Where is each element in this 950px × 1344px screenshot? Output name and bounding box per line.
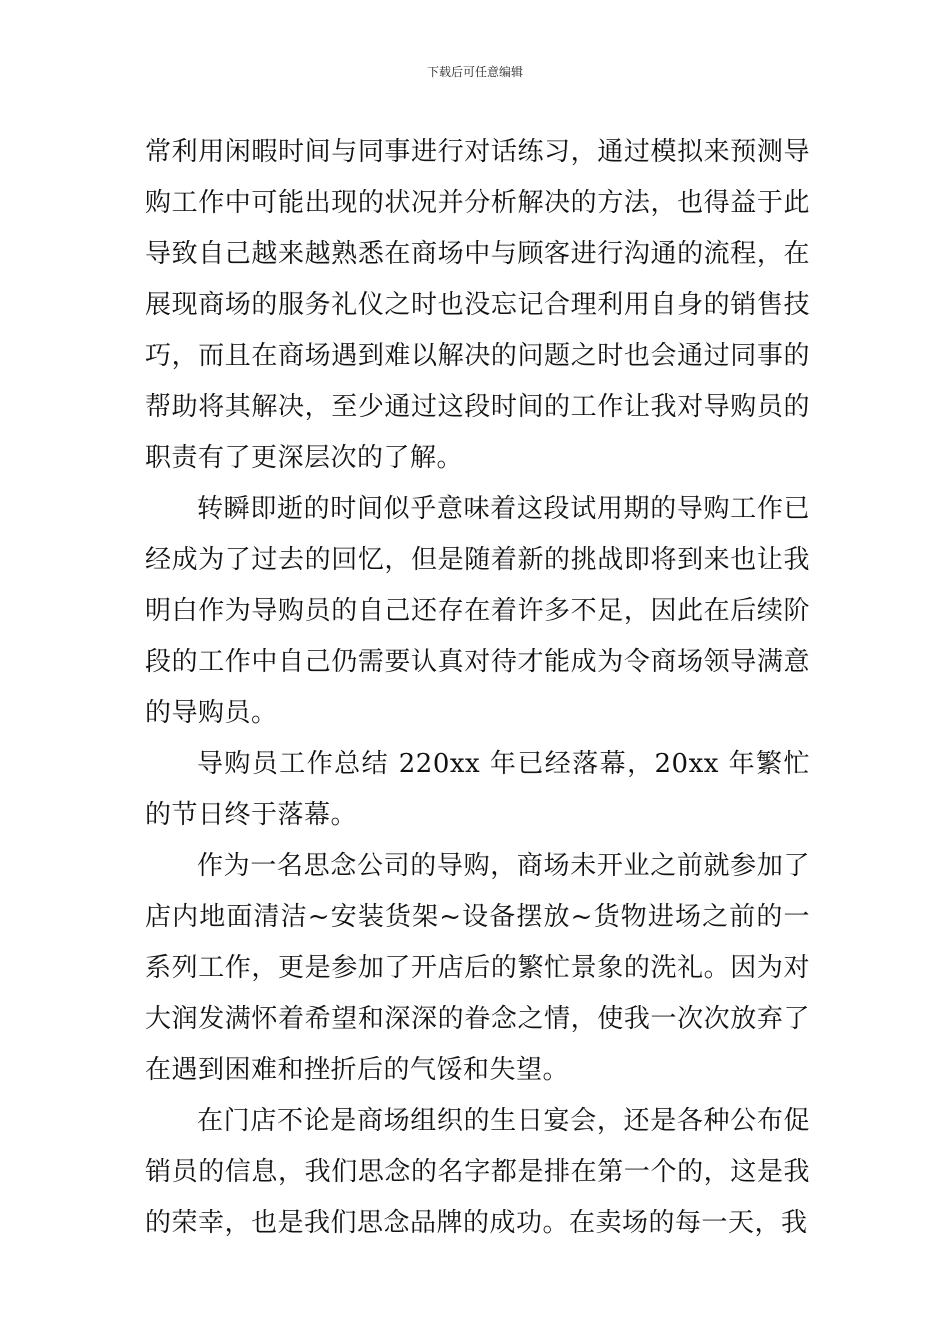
paragraph: 导购员工作总结 220xx 年已经落幕，20xx 年繁忙的节日终于落幕。 [145, 749, 810, 830]
page-header: 下载后可任意编辑 [426, 65, 523, 79]
paragraph-continuation: 常利用闲暇时间与同事进行对话练习，通过模拟来预测导购工作中可能出现的状况并分析解决的方法，也得益于此导致自己越来越熟悉在商场中与顾客进行沟通的流程，在展现商场的服务礼仪之时也没忘记合理利用自身的销售技巧，而且在商场遇到难以解决的问题之时也会通过同事的帮助将其解决，至少通过这段时间的工作让我对导购员的职责有了更深层次的了解。 [145, 137, 810, 473]
paragraph: 作为一名思念公司的导购，商场未开业之前就参加了店内地面清洁~安装货架~设备摆放~货物进场之前的一系列工作，更是参加了开店后的繁忙景象的洗礼。因为对大润发满怀着希望和深深的眷念之情，使我一次次放弃了在遇到困难和挫折后的气馁和失望。 [145, 851, 810, 1085]
paragraph: 在门店不论是商场组织的生日宴会，还是各种公布促销员的信息，我们思念的名字都是排在第一个的，这是我的荣幸，也是我们思念品牌的成功。在卖场的每一天，我 [145, 1106, 810, 1238]
paragraph: 转瞬即逝的时间似乎意味着这段试用期的导购工作已经成为了过去的回忆，但是随着新的挑战即将到来也让我明白作为导购员的自己还存在着许多不足，因此在后续阶段的工作中自己仍需要认真对待才能成为令商场领导满意的导购员。 [145, 494, 810, 728]
document-body [145, 127, 810, 1249]
